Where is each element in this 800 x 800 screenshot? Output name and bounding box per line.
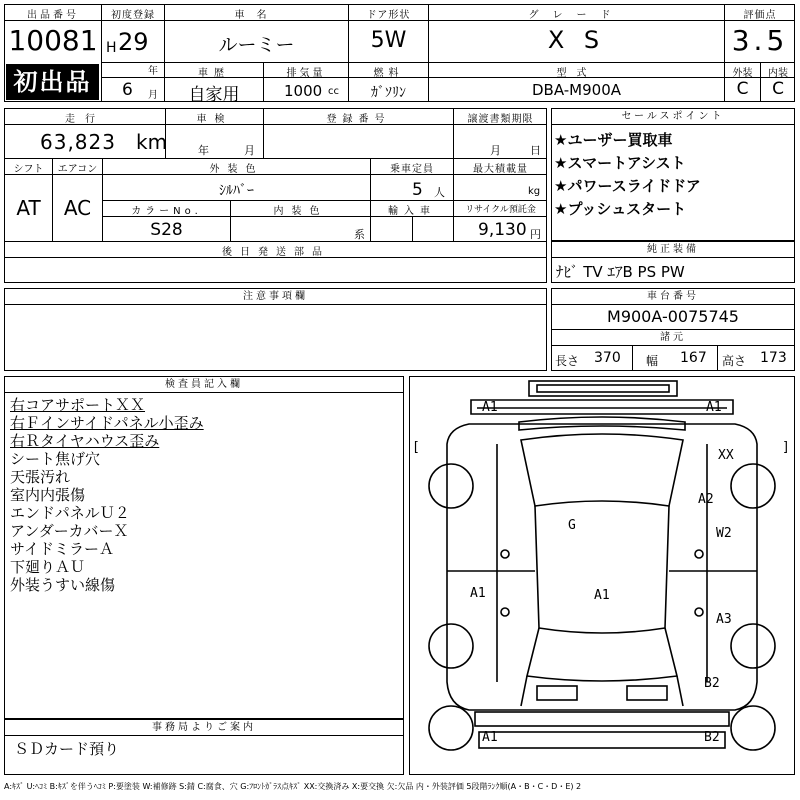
office-label: 事務局よりご案内 <box>5 720 403 736</box>
inspector-note: 天張汚れ <box>10 468 71 486</box>
inspection-month-unit: 月 <box>244 144 255 157</box>
inspector-note: 右コアサポートＸＸ <box>10 396 146 414</box>
inspector-note: 下廻りＡＵ <box>10 558 86 576</box>
damage-mark: A2 <box>698 492 714 507</box>
damage-mark: W2 <box>716 526 732 541</box>
displacement: 1000 <box>284 82 323 100</box>
damage-mark: A3 <box>716 612 732 627</box>
sales-points-label: セールスポイント <box>552 109 794 125</box>
damage-mark: A1 <box>594 588 610 603</box>
interior-grade: C <box>772 79 784 99</box>
sales-point-item: ★ユーザー買取車 <box>554 131 673 149</box>
car-name-label: 車名 <box>234 10 279 21</box>
score: 3.5 <box>731 24 789 57</box>
model-label: 型式 <box>556 68 597 79</box>
height: 173 <box>760 350 787 366</box>
aircon: AC <box>63 196 92 220</box>
legend-footer: A:ｷｽﾞ U:ﾍｺﾐ B:ｷｽﾞを伴うﾍｺﾐ P:要塗装 W:補修跡 S:錆 C:腐食、穴 G:ﾌﾛﾝﾄｶﾞﾗｽ点ｷｽﾞ XX:交換済み X:要交換 欠:欠品 内・外装評価 5段階ﾗﾝｸ順(A・B・C・D・E) 2 <box>4 782 582 791</box>
damage-mark: A1 <box>482 400 498 415</box>
transfer-month-unit: 月 <box>490 144 501 157</box>
sales-point-item: ★スマートアシスト <box>554 154 686 172</box>
capacity-label: 乗車定員 <box>390 164 434 175</box>
door-label: ドア形状 <box>366 10 411 21</box>
interior-color-label: 内装色 <box>273 206 328 217</box>
equipment-label: 純正装備 <box>552 242 794 258</box>
dimensions-label: 諸元 <box>552 330 794 346</box>
width-label: 幅 <box>646 354 659 368</box>
era: H <box>106 40 117 56</box>
inspector-note: エンドパネルＵ２ <box>10 504 130 522</box>
interior-label: 内装 <box>768 68 788 79</box>
mileage-label: 走行 <box>65 114 105 125</box>
damage-mark: B2 <box>704 730 720 745</box>
damage-mark: G <box>568 518 576 533</box>
inspector-notes <box>10 396 400 594</box>
history: 自家用 <box>188 85 240 105</box>
sales-points-list <box>554 129 792 221</box>
fuel-label: 燃料 <box>373 68 404 79</box>
score-label: 評価点 <box>743 10 777 21</box>
damage-mark: XX <box>718 448 734 463</box>
later-parts-label: 後日発送部品 <box>222 247 330 258</box>
damage-mark: A1 <box>706 400 722 415</box>
grade: X S <box>547 26 606 54</box>
chassis-number: M900A-0075745 <box>607 307 739 326</box>
exterior-label: 外装 <box>732 68 753 79</box>
inspector-note: 室内内張傷 <box>10 486 86 504</box>
recycle-fee: 9,130 <box>478 220 527 240</box>
inspector-note: 右Ｒタイヤハウス歪み <box>10 432 160 450</box>
interior-color-unit: 系 <box>354 228 365 241</box>
month-unit: 月 <box>148 90 158 101</box>
caution-label: 注意事項欄 <box>5 289 546 305</box>
exterior-color: ｼﾙﾊﾞｰ <box>219 183 254 199</box>
cc-unit: cc <box>328 86 339 97</box>
load-unit: kg <box>528 186 541 197</box>
first-registration-label: 初度登録 <box>111 10 155 21</box>
year-unit: 年 <box>148 66 158 77</box>
capacity: 5 <box>412 180 423 200</box>
width: 167 <box>680 350 707 366</box>
lot-number: 10081 <box>8 24 98 57</box>
plate-label: 登録番号 <box>326 114 391 125</box>
yen-unit: 円 <box>530 228 541 241</box>
damage-mark: B2 <box>704 676 720 691</box>
registration-month: 6 <box>122 80 133 100</box>
lot-number-label: 出品番号 <box>27 10 79 21</box>
bracket: ] <box>782 440 790 455</box>
shift-label: シフト <box>13 164 44 175</box>
inspector-note: 右Ｆインサイドパネル小歪み <box>10 414 204 432</box>
inspection-label: 車検 <box>196 114 233 125</box>
chassis-label: 車台番号 <box>552 289 794 305</box>
displacement-label: 排気量 <box>286 68 326 79</box>
equipment-value: ﾅﾋﾞ TV ｴｱB PS PW <box>556 263 685 281</box>
car-diagram <box>409 376 795 775</box>
length-label: 長さ <box>555 354 580 368</box>
inspection-year-unit: 年 <box>198 144 209 157</box>
history-label: 車歴 <box>198 68 230 79</box>
aircon-label: エアコン <box>57 164 98 175</box>
import-label: 輸入車 <box>388 206 436 217</box>
km-unit: km <box>136 130 168 154</box>
fuel: ｶﾞｿﾘﾝ <box>371 85 406 101</box>
bracket: [ <box>412 440 420 455</box>
damage-mark: A1 <box>482 730 498 745</box>
inspector-label: 検査員記入欄 <box>5 377 403 393</box>
mileage: 63,823 <box>40 130 116 154</box>
door-type: 5W <box>370 28 407 53</box>
sales-point-item: ★プッシュスタート <box>554 200 687 218</box>
capacity-unit: 人 <box>434 186 445 199</box>
length: 370 <box>594 350 621 366</box>
inspector-note: 外装うすい線傷 <box>10 576 116 594</box>
shift: AT <box>16 196 41 220</box>
sales-point-item: ★パワースライドドア <box>554 177 701 195</box>
max-load-label: 最大積載量 <box>473 164 528 175</box>
exterior-grade: C <box>736 79 749 99</box>
height-label: 高さ <box>722 354 747 368</box>
inspector-note: アンダーカバーＸ <box>10 522 129 540</box>
recycle-label: リサイクル預託金 <box>465 205 536 215</box>
office-text: ＳＤカード預り <box>14 740 120 758</box>
first-listing-badge: 初出品 <box>6 64 99 100</box>
damage-mark: A1 <box>470 586 486 601</box>
transfer-day-unit: 日 <box>530 144 541 157</box>
inspector-note: サイドミラーＡ <box>10 540 114 558</box>
exterior-color-label: 外装色 <box>209 164 264 175</box>
color-number-label: カラーNo. <box>131 206 202 217</box>
registration-year: 29 <box>118 28 149 56</box>
color-number: S28 <box>150 220 183 240</box>
car-name: ルーミー <box>218 34 295 56</box>
grade-label: グレード <box>528 10 625 21</box>
inspector-note: シート焦げ穴 <box>10 450 101 468</box>
transfer-docs-label: 譲渡書類期限 <box>467 114 534 125</box>
model-code: DBA-M900A <box>531 81 622 99</box>
